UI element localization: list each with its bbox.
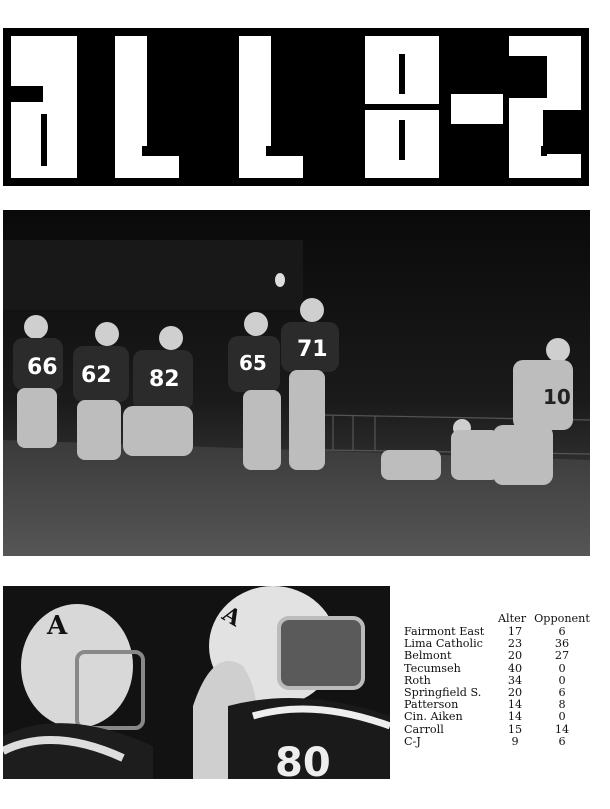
opponent-score: 0: [558, 710, 566, 724]
svg-text:82: 82: [149, 367, 180, 392]
team-name: Carroll: [404, 722, 444, 736]
team-name: Tecumseh: [404, 661, 461, 675]
alter-score: 14: [507, 710, 523, 724]
title-banner: [3, 28, 589, 186]
alter-score: 20: [507, 685, 523, 699]
team-name: Roth: [404, 673, 431, 687]
alter-score: 15: [507, 722, 523, 736]
team-name: Cin. Aiken: [404, 710, 463, 724]
opponent-score: 0: [558, 661, 566, 675]
svg-text:A: A: [217, 600, 246, 632]
score-row: [404, 663, 594, 675]
svg-text:65: 65: [239, 351, 267, 375]
team-name: C-J: [404, 734, 421, 748]
alter-score: 14: [507, 698, 523, 712]
opponent-score: 36: [554, 637, 570, 651]
team-name: Belmont: [404, 649, 452, 663]
alter-score: 9: [511, 734, 519, 748]
team-name: Lima Catholic: [404, 637, 483, 651]
svg-text:80: 80: [275, 740, 331, 779]
opponent-score: 6: [558, 625, 566, 638]
season-scoreboard: [404, 613, 594, 748]
team-name: Patterson: [404, 698, 459, 712]
alter-score: 40: [507, 661, 523, 675]
header-alter: Alter: [497, 612, 527, 625]
opponent-score: 0: [558, 673, 566, 687]
svg-text:A: A: [47, 611, 68, 641]
opponent-score: 6: [558, 685, 566, 699]
players-portrait-photo: [3, 586, 390, 779]
scoreboard-rows: [404, 626, 594, 748]
score-row: [404, 736, 594, 748]
header-opponent: Opponent: [534, 612, 590, 625]
svg-text:10: 10: [543, 385, 571, 409]
title-lettering: [3, 28, 589, 186]
svg-text:62: 62: [81, 363, 112, 388]
score-row: [404, 650, 594, 662]
alter-score: 20: [507, 649, 523, 663]
svg-text:71: 71: [297, 337, 328, 362]
team-name: Fairmont East: [404, 625, 485, 638]
alter-score: 34: [507, 673, 523, 687]
opponent-score: 8: [558, 698, 566, 712]
alter-score: 17: [507, 625, 523, 638]
opponent-score: 14: [554, 722, 570, 736]
team-name: Springfield S.: [404, 685, 482, 699]
score-row: [404, 724, 594, 736]
alter-score: 23: [507, 637, 523, 651]
opponent-score: 6: [558, 734, 566, 748]
opponent-score: 27: [554, 649, 570, 663]
football-action-photo: [3, 210, 590, 556]
score-row: [404, 711, 594, 723]
svg-text:66: 66: [27, 355, 58, 380]
